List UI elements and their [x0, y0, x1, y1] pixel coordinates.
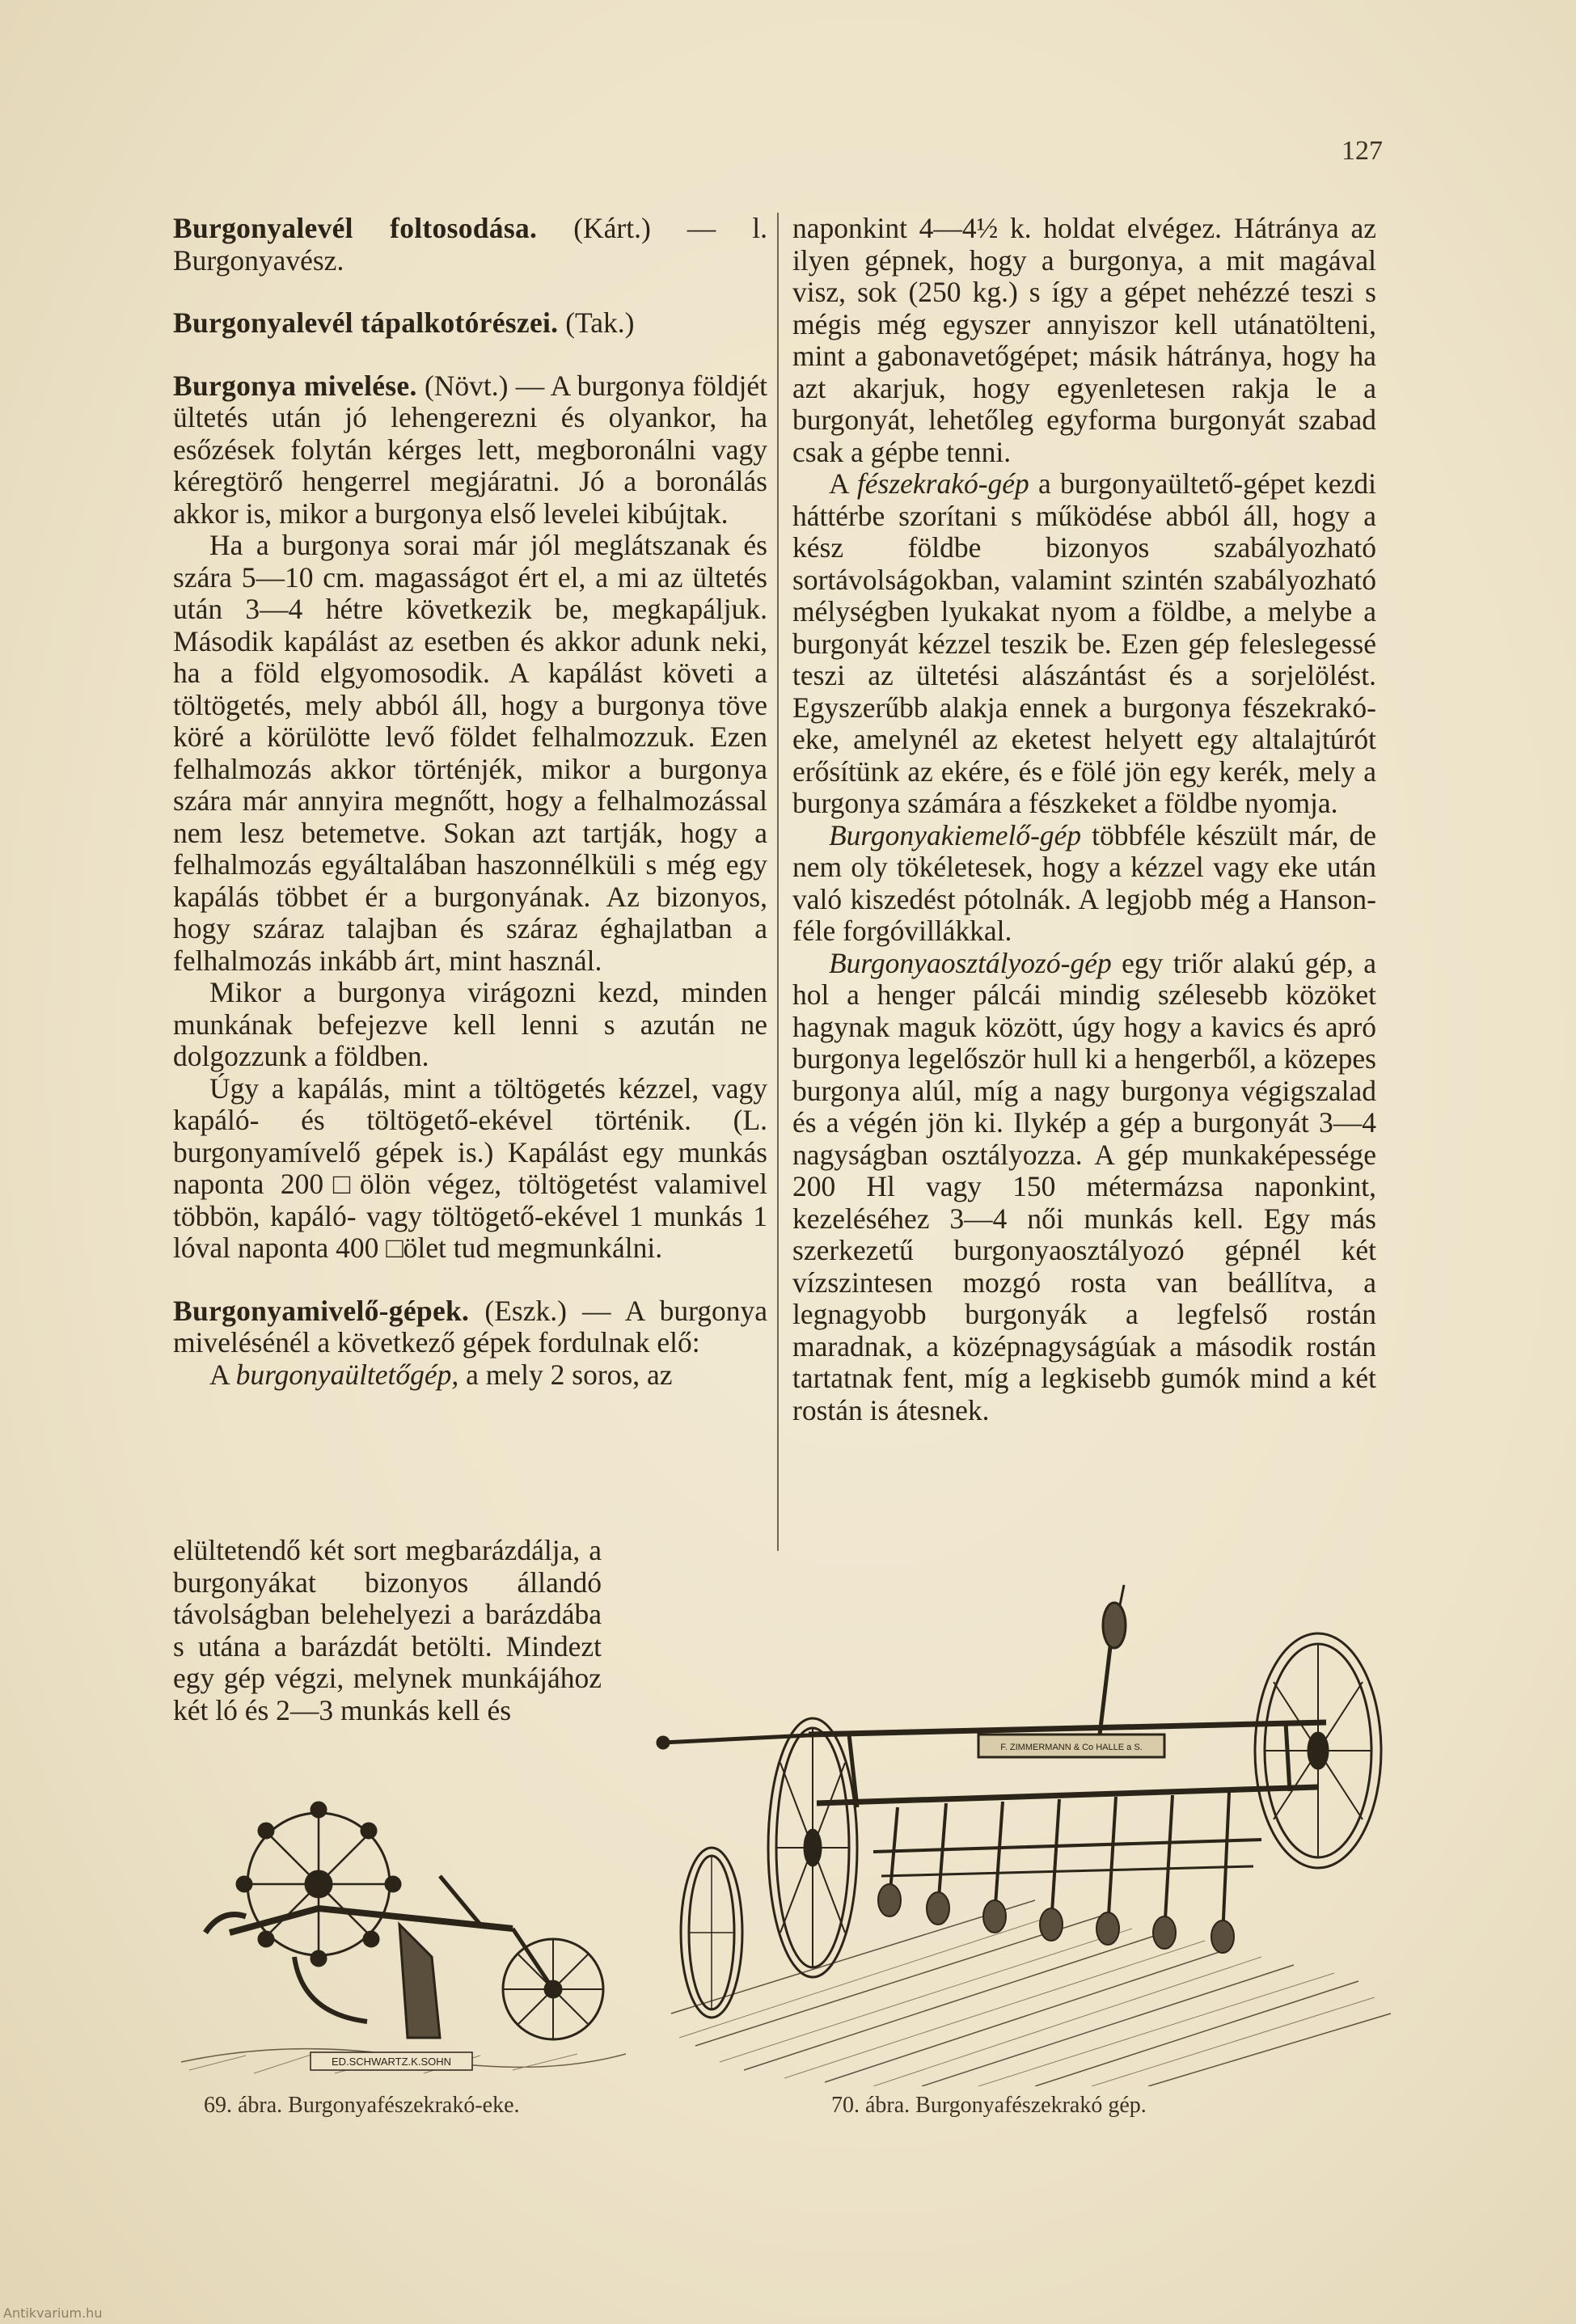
entry-mivelese	[173, 370, 767, 530]
paragraph: Mikor a burgonya virágozni kezd, minden munkának befejezve kell lenni s azután ne dolgozzunk a földben.	[173, 976, 767, 1072]
paragraph	[792, 468, 1376, 820]
paragraph	[792, 820, 1376, 948]
maker-text: F. ZIMMERMANN & Co HALLE a S.	[1000, 1743, 1143, 1752]
page-number: 127	[1342, 136, 1383, 166]
text-run: a mely 2 soros, az	[466, 1358, 673, 1391]
figure-69-caption: 69. ábra. Burgonyafészekrakó-eke.	[204, 2093, 520, 2118]
narrow-paragraph	[173, 1535, 602, 1726]
entry-text: (Növt.) — A burgonya földjét ültetés után jó lehengerezni és olyankor, ha esőzések folytán kérges lett, megboronálni vagy kéregtörő hengerrel megjáratni. Jó a boronálás akkor is, mikor a burgonya első levelei kibújtak.	[173, 369, 768, 530]
paragraph: Ha a burgonya sorai már jól meglátszanak és szára 5—10 cm. magasságot ért el, a mi az ültetés után 3—4 hétre következik be, megkapáljuk. Második kapálást az esetben és akkor adunk neki, ha a föld elgyomosodik. A kapálást követi a töltögetés, mely abból áll, hogy a burgonya töve köré a körülötte levő földet felhalmozzuk. Ezen felhalmozás akkor történjék, mikor a burgonya szára már annyira megnőtt, hogy a felhalmozással nem lesz betemetve. Sokan azt tartják, hogy a felhalmozás egyáltalában haszonnélküli s még egy kapálás többet ér a burgonyának. Az bizonyos, hogy száraz talajban és száraz éghajlatban a felhalmozás inkább árt, mint használ.	[173, 529, 767, 977]
paragraph: Úgy a kapálás, mint a töltögetés kézzel, vagy kapáló- és töltögető-ekével történik. (L. burgonyamívelő gépek is.) Kapálást egy munkás naponta 200□ölön végez, töltögetést valamivel többön, kapáló- vagy töltögető-ekével 1 munkás 1 lóval naponta 400 □ölet tud megmunkálni.	[173, 1071, 767, 1264]
figure-70-caption: 70. ábra. Burgonyafészekrakó gép.	[831, 2093, 1147, 2118]
entry-head: Burgonyamivelő-gépek.	[173, 1294, 470, 1327]
paragraph: elültetendő két sort megbarázdálja, a burgonyákat bizonyos állandó távolságban belehelyezi a barázdába s utána a barázdát betölti. Mindezt egy gép végzi, melynek munkájához két ló és 2—3 munkás kell és	[173, 1534, 602, 1726]
entry-head: Burgonya mivelése.	[173, 369, 417, 402]
entry-text: (Tak.)	[565, 306, 635, 339]
column-divider	[777, 213, 779, 1551]
entry-text: (Eszk.) — A burgonya mivelésénél a következő gépek fordulnak elő:	[173, 1294, 768, 1358]
maker-text: ED.SCHWARTZ.K.SOHN	[331, 2056, 452, 2068]
entry-tapalkotoreszei	[173, 307, 767, 340]
text-run: a burgonyaültető-gépet kezdi háttérbe szorítani s működése abból áll, hogy a kész földbe bizonyos szabályozható sortávolságokban, valamint szintén szabályozható mélységben lyukakat nyom a földbe, a melybe a burgonyát kézzel teszik be. Ezen gép feleslegessé teszi az ültetési alászántást és a sorjelölést. Egyszerűbb alakja ennek a burgonya fészekrakó-eke, amelynél az eketest helyett egy altalajtúrót erősítünk az ekére, és e fölé jön egy kerék, mely a burgonya számára a fészkeket a földbe nyomja.	[792, 467, 1377, 819]
entry-foltosodasa	[173, 213, 767, 277]
italic-term: Burgonyaosztályozó-gép	[829, 946, 1112, 979]
entry-head: Burgonyalevél foltosodása.	[173, 212, 538, 244]
paragraph	[173, 1359, 767, 1392]
italic-term: burgonyaültetőgép,	[235, 1358, 459, 1391]
text-run: többféle készült már, de nem oly tökéletesek, hogy a kézzel vagy eke után való kiszedést pótolnák. A legjobb még a Hanson-féle forgóvillákkal.	[792, 818, 1376, 947]
italic-term: Burgonyakiemelő-gép	[829, 818, 1082, 851]
paragraph	[792, 948, 1376, 1427]
figure-69-plow-illustration	[173, 1795, 642, 2086]
paragraph: naponkint 4—4½ k. holdat elvégez. Hátránya az ilyen gépnek, hogy a burgonya, a mit magával visz, sok (250 kg.) s így a gépet nehézzé teszi s mégis még egyszer annyiszor kell utánatölteni, mint a gabonavetőgépet; másik hátránya, hogy ha azt akarjuk, hogy egyenletesen rakja le a burgonyát, lehetőleg egyforma burgonyát szabad csak a gépbe tenni.	[792, 212, 1376, 468]
entry-gepek	[173, 1295, 767, 1359]
watermark: Antikvarium.hu	[3, 2305, 103, 2321]
right-column	[792, 213, 1376, 1426]
figure-70-machine-illustration	[647, 1561, 1403, 2086]
entry-text: (Kárt.) — l. Burgonyavész.	[173, 212, 767, 277]
italic-term: fészekrakó-gép	[856, 467, 1029, 500]
left-column	[173, 213, 767, 1391]
entry-head: Burgonyalevél tápalkotórészei.	[173, 306, 559, 339]
text-run: egy triőr alakú gép, a hol a henger pálcái mindig szélesebb közöket hagynak maguk között, úgy hogy a kavics és apró burgonya legelőször hull ki a hengerből, a közepes burgonya alúl, míg a nagy burgonya végigszalad és a végén jön ki. Ilykép a gép a burgonyát 3—4 nagyságban osztályozza. A gép munkaképessége 200 Hl vagy 150 métermázsa naponkint, kezeléséhez 3—4 női munkás kell. Egy más szerkezetű burgonyaosztályozó gépnél két vízszintesen mozgó rosta van beállítva, a legnagyobb burgonyák a legfelső rostán maradnak, a középnagyságúak a második rostán tartatnak fent, míg a legkisebb gumók mind a két rostán is átesnek.	[792, 946, 1377, 1426]
text-run: A	[209, 1358, 229, 1391]
text-run: A	[829, 467, 848, 500]
